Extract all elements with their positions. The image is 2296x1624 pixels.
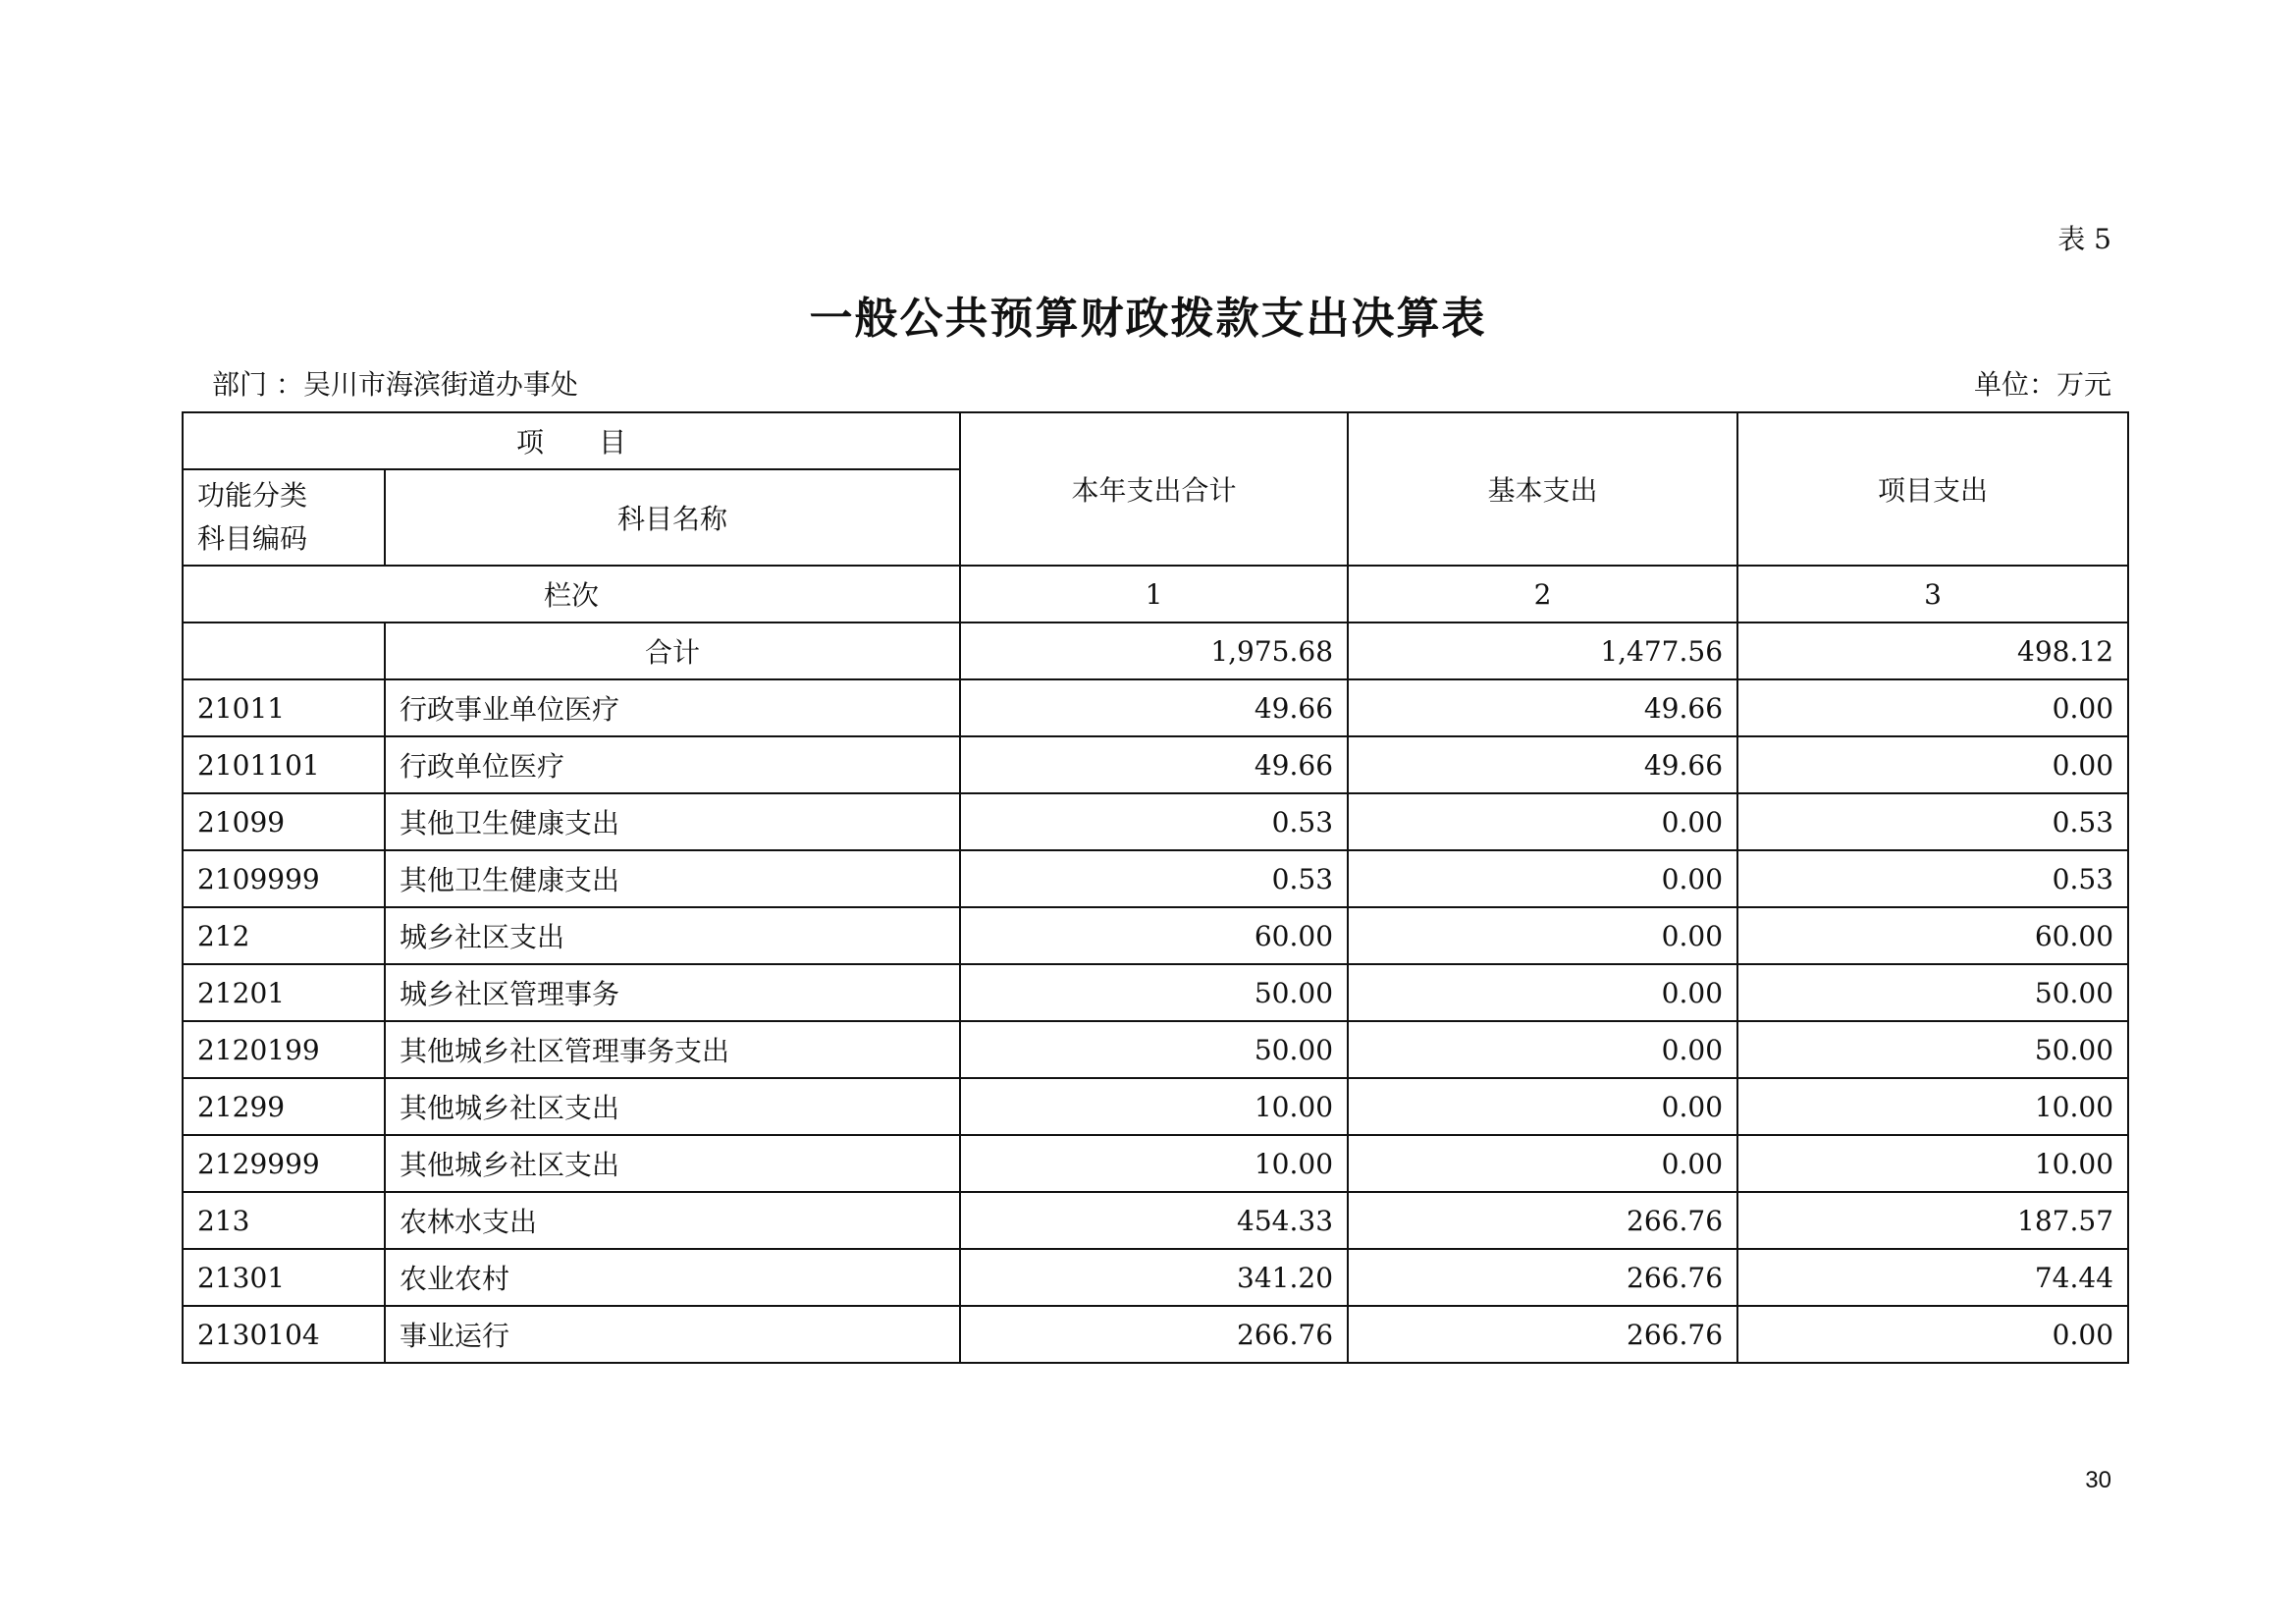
row-code: 21201 <box>183 964 385 1021</box>
row-project: 50.00 <box>1737 1021 2128 1078</box>
row-total: 60.00 <box>960 907 1348 964</box>
summary-row <box>183 623 2128 679</box>
row-total: 10.00 <box>960 1135 1348 1192</box>
summary-basic: 1,477.56 <box>1348 623 1737 679</box>
table-row <box>183 1078 2128 1135</box>
row-project: 0.00 <box>1737 736 2128 793</box>
row-basic: 49.66 <box>1348 736 1737 793</box>
row-name: 行政事业单位医疗 <box>385 679 960 736</box>
row-code: 213 <box>183 1192 385 1249</box>
summary-code-cell <box>183 623 385 679</box>
row-code: 2101101 <box>183 736 385 793</box>
row-project: 187.57 <box>1737 1192 2128 1249</box>
row-project: 60.00 <box>1737 907 2128 964</box>
row-project: 0.00 <box>1737 679 2128 736</box>
table-row <box>183 1306 2128 1363</box>
table-row <box>183 964 2128 1021</box>
row-total: 10.00 <box>960 1078 1348 1135</box>
row-total: 50.00 <box>960 964 1348 1021</box>
column-index-label: 栏次 <box>183 566 960 623</box>
row-code: 21301 <box>183 1249 385 1306</box>
column-index-2: 2 <box>1348 566 1737 623</box>
row-name: 城乡社区管理事务 <box>385 964 960 1021</box>
page-number: 30 <box>2085 1467 2111 1493</box>
row-code: 21011 <box>183 679 385 736</box>
row-total: 266.76 <box>960 1306 1348 1363</box>
page-title: 一般公共预算财政拨款支出决算表 <box>809 294 1487 344</box>
header-row-1 <box>183 412 2128 469</box>
row-name: 农林水支出 <box>385 1192 960 1249</box>
code-header-line2: 科目编码 <box>197 522 308 555</box>
row-basic: 0.00 <box>1348 793 1737 850</box>
row-name: 其他卫生健康支出 <box>385 850 960 907</box>
row-name: 农业农村 <box>385 1249 960 1306</box>
summary-total: 1,975.68 <box>960 623 1348 679</box>
row-project: 74.44 <box>1737 1249 2128 1306</box>
table-row <box>183 1249 2128 1306</box>
row-basic: 49.66 <box>1348 679 1737 736</box>
row-code: 2129999 <box>183 1135 385 1192</box>
project-header: 项目支出 <box>1737 412 2128 566</box>
item-header: 项 目 <box>183 412 960 469</box>
row-total: 341.20 <box>960 1249 1348 1306</box>
row-name: 事业运行 <box>385 1306 960 1363</box>
table-row <box>183 679 2128 736</box>
row-basic: 266.76 <box>1348 1249 1737 1306</box>
row-name: 城乡社区支出 <box>385 907 960 964</box>
row-name: 其他城乡社区支出 <box>385 1078 960 1135</box>
row-project: 10.00 <box>1737 1078 2128 1135</box>
row-project: 50.00 <box>1737 964 2128 1021</box>
column-index-3: 3 <box>1737 566 2128 623</box>
row-name: 其他城乡社区支出 <box>385 1135 960 1192</box>
name-header: 科目名称 <box>385 469 960 566</box>
row-code: 21299 <box>183 1078 385 1135</box>
row-name: 其他城乡社区管理事务支出 <box>385 1021 960 1078</box>
row-total: 49.66 <box>960 679 1348 736</box>
summary-label: 合计 <box>385 623 960 679</box>
row-code: 2130104 <box>183 1306 385 1363</box>
row-total: 0.53 <box>960 850 1348 907</box>
row-basic: 266.76 <box>1348 1192 1737 1249</box>
row-total: 49.66 <box>960 736 1348 793</box>
row-total: 50.00 <box>960 1021 1348 1078</box>
row-code: 21099 <box>183 793 385 850</box>
basic-header: 基本支出 <box>1348 412 1737 566</box>
total-header: 本年支出合计 <box>960 412 1348 566</box>
row-project: 0.00 <box>1737 1306 2128 1363</box>
row-basic: 0.00 <box>1348 964 1737 1021</box>
unit-label: 单位：万元 <box>1973 368 2111 401</box>
table-row <box>183 1192 2128 1249</box>
row-project: 0.53 <box>1737 850 2128 907</box>
expenditure-table <box>182 411 2129 1364</box>
row-name: 行政单位医疗 <box>385 736 960 793</box>
row-name: 其他卫生健康支出 <box>385 793 960 850</box>
row-total: 0.53 <box>960 793 1348 850</box>
row-basic: 0.00 <box>1348 907 1737 964</box>
summary-project: 498.12 <box>1737 623 2128 679</box>
table-row <box>183 1135 2128 1192</box>
code-header <box>183 469 385 566</box>
row-project: 10.00 <box>1737 1135 2128 1192</box>
table-row <box>183 907 2128 964</box>
row-code: 2109999 <box>183 850 385 907</box>
row-basic: 0.00 <box>1348 1078 1737 1135</box>
code-header-line1: 功能分类 <box>197 479 308 512</box>
row-project: 0.53 <box>1737 793 2128 850</box>
row-basic: 0.00 <box>1348 850 1737 907</box>
table-row <box>183 850 2128 907</box>
table-number: 表 5 <box>2057 223 2111 255</box>
row-basic: 0.00 <box>1348 1021 1737 1078</box>
row-code: 212 <box>183 907 385 964</box>
department-label: 部门 ：吴川市海滨街道办事处 <box>212 368 578 401</box>
column-index-row <box>183 566 2128 623</box>
column-index-1: 1 <box>960 566 1348 623</box>
row-total: 454.33 <box>960 1192 1348 1249</box>
table-row <box>183 793 2128 850</box>
row-basic: 266.76 <box>1348 1306 1737 1363</box>
table-row <box>183 736 2128 793</box>
row-basic: 0.00 <box>1348 1135 1737 1192</box>
row-code: 2120199 <box>183 1021 385 1078</box>
table-row <box>183 1021 2128 1078</box>
